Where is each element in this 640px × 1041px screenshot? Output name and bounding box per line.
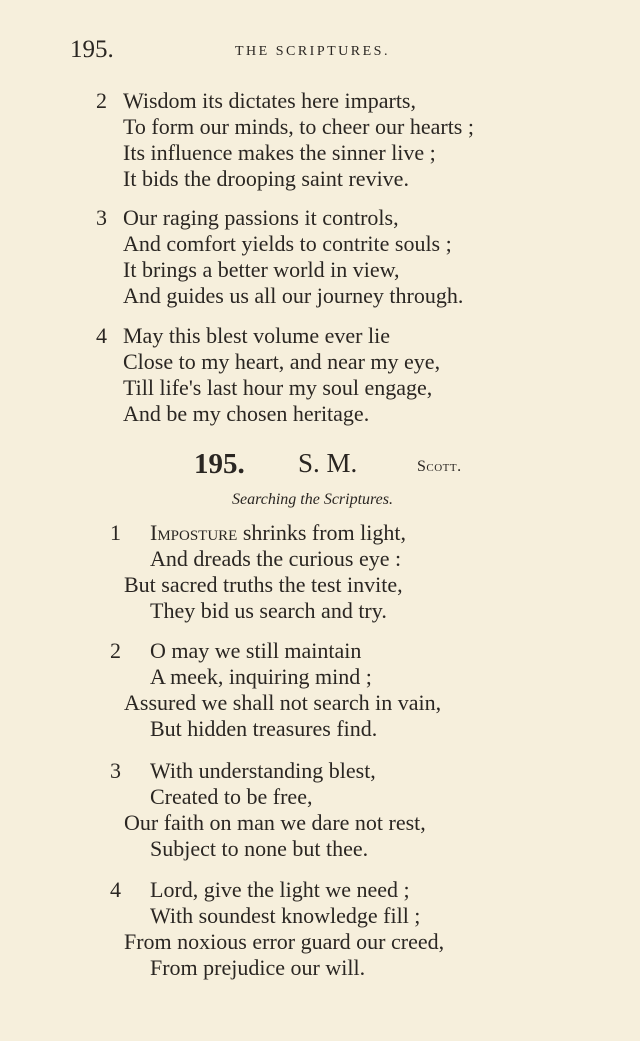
stanza-number: 4	[96, 323, 107, 348]
stanza-number: 2	[96, 88, 107, 113]
verse-line: From noxious error guard our creed,	[124, 929, 445, 954]
verse-line: Assured we shall not search in vain,	[124, 690, 442, 715]
verse-line: May this blest volume ever lie	[123, 323, 390, 348]
page-number: 195.	[70, 36, 114, 63]
verse-line: They bid us search and try.	[150, 598, 387, 623]
verse-line: Close to my heart, and near my eye,	[123, 349, 441, 374]
running-head	[70, 36, 590, 66]
verse-line: But sacred truths the test invite,	[124, 572, 403, 597]
verse-line: Lord, give the light we need ;	[150, 877, 410, 902]
verse-line: With soundest knowledge fill ;	[150, 903, 421, 928]
verse-line: Its influence makes the sinner live ;	[123, 140, 436, 165]
verse-line	[150, 520, 406, 546]
verse-line: From prejudice our will.	[150, 955, 366, 980]
hymn-meter: S. M.	[298, 448, 358, 478]
verse-line: It brings a better world in view,	[123, 257, 400, 282]
hymn-heading	[0, 448, 640, 488]
initial-word: Imposture	[150, 520, 238, 545]
verse-line: And guides us all our journey through.	[123, 283, 464, 308]
stanza-number: 4	[110, 877, 121, 902]
hymn-author: Scott.	[417, 458, 462, 475]
stanza-number: 3	[110, 758, 121, 783]
verse-line: Created to be free,	[150, 784, 313, 809]
verse-line: Our faith on man we dare not rest,	[124, 810, 426, 835]
verse-line: To form our minds, to cheer our hearts ;	[123, 114, 474, 139]
verse-line: Wisdom its dictates here imparts,	[123, 88, 416, 113]
verse-line: Till life's last hour my soul engage,	[123, 375, 433, 400]
verse-line: Subject to none but thee.	[150, 836, 369, 861]
running-title: THE SCRIPTURES.	[235, 44, 390, 59]
verse-line: And be my chosen heritage.	[123, 401, 370, 426]
verse-line: But hidden treasures find.	[150, 716, 378, 741]
hymn-number: 195.	[194, 448, 245, 480]
verse-line: With understanding blest,	[150, 758, 376, 783]
hymn-subtitle: Searching the Scriptures.	[232, 491, 394, 508]
verse-line: And dreads the curious eye :	[150, 546, 402, 571]
verse-line: It bids the drooping saint revive.	[123, 166, 409, 191]
stanza-number: 2	[110, 638, 121, 663]
verse-line: A meek, inquiring mind ;	[150, 664, 372, 689]
stanza-number: 3	[96, 205, 107, 230]
stanza-number: 1	[110, 520, 121, 545]
first-line-rest: shrinks from light,	[237, 520, 407, 545]
verse-line: O may we still maintain	[150, 638, 362, 663]
verse-line: And comfort yields to contrite souls ;	[123, 231, 452, 256]
verse-line: Our raging passions it controls,	[123, 205, 399, 230]
